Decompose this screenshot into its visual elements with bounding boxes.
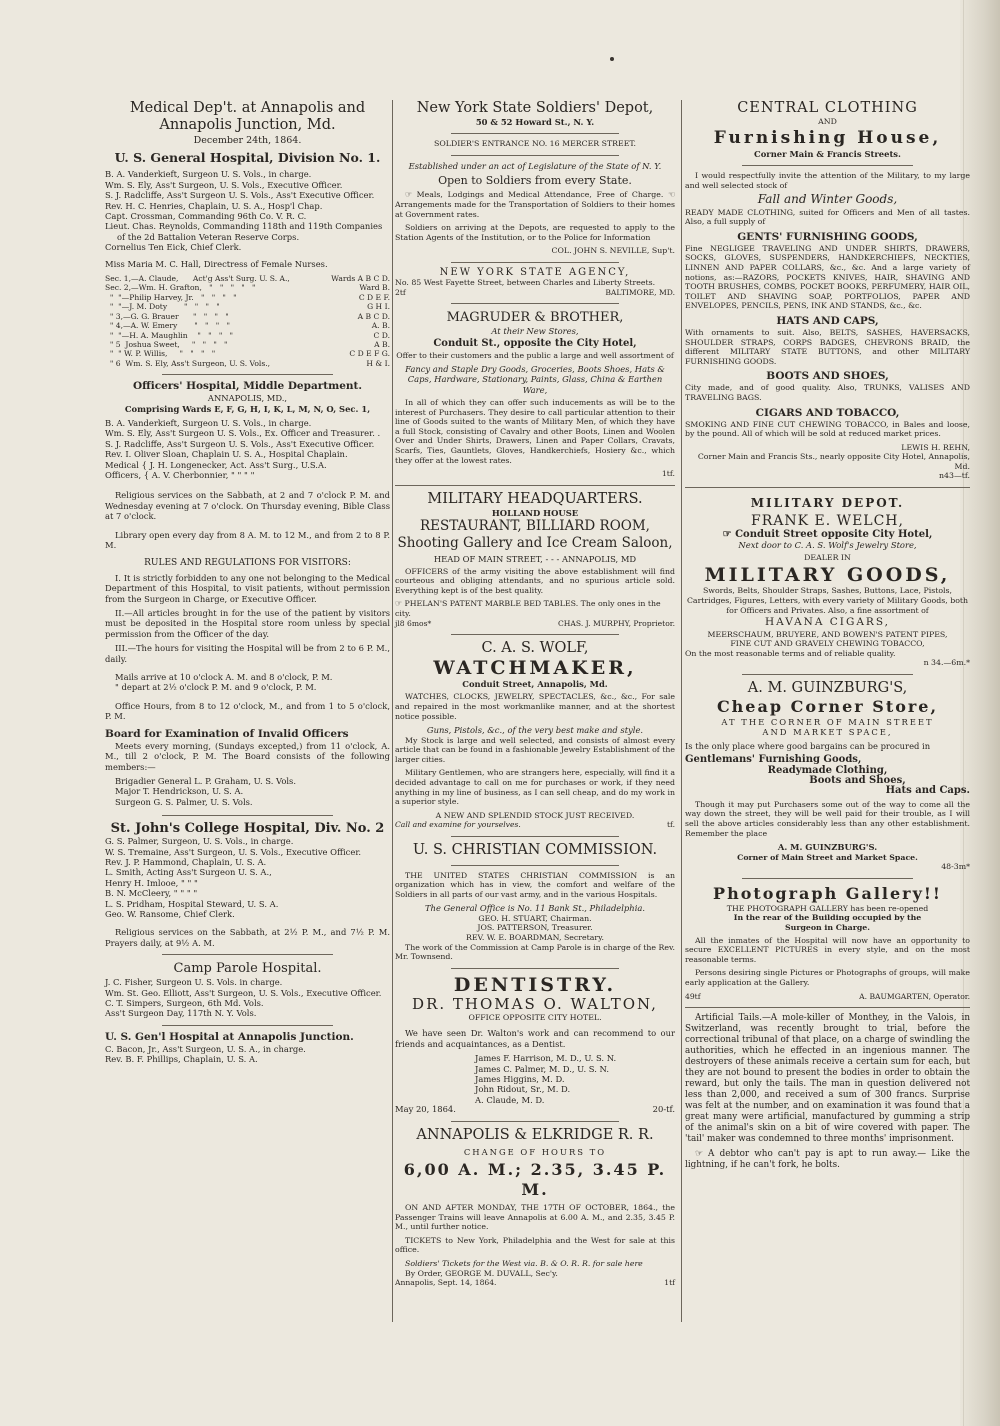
staff-line: Rev. H. C. Henries, Chaplain, U. S. A., Hosp'l Chap.	[105, 200, 323, 211]
divider	[742, 674, 913, 675]
section-name: " 3,—G. G. Brauer " " " "	[105, 311, 229, 321]
photo-operator: A. BAUMGARTEN, Operator.	[859, 991, 970, 1001]
section-row	[105, 331, 390, 340]
library-hours: Library open every day from 8 A. M. to 12 M., and from 2 to 8 P. M.	[105, 529, 390, 550]
guinz-signature: A. M. GUINZBURG'S.	[777, 842, 878, 853]
shooting-gallery-title: Shooting Gallery and Ice Cream Saloon,	[397, 535, 673, 552]
central-boots-text: City made, and of good quality. Also, TRUNKS, VALISES AND TRAVELING BAGS.	[685, 383, 970, 402]
staff-line: Geo. W. Ransome, Chief Clerk.	[105, 908, 235, 919]
wolf-text2: Military Gentlemen, who are strangers here, especially, will find it a decided advantage to call on me for purchases or work, if they need anything in my line of business, as I can sell cheap, and do my work in a superior style.	[395, 768, 675, 807]
rule-item: III.—The hours for visiting the Hospital will be from 2 to 6 P. M., daily.	[105, 643, 390, 664]
staff-line: Rev. I. Oliver Sloan, Chaplain U. S. A., Hospital Chaplain.	[105, 449, 348, 460]
walton-ref: James F. Harrison, M. D., U. S. N.	[475, 1053, 617, 1064]
divider	[451, 303, 619, 304]
rule-item: I. It is strictly forbidden to any one not belonging to the Medical Department of this Hospital, to visit patients, without permission from the Surgeon in Charge, or Executive Officer.	[105, 572, 390, 604]
usc-text: THE UNITED STATES CHRISTIAN COMMISSION is an organization which has in view, the comfort and welfare of the Soldiers in all parts of our vast army, and in the various Hospitals.	[395, 870, 675, 899]
central-cigars-text: SMOKING AND FINE CUT CHEWING TOBACCO, in Bales and loose, by the pound. All of which will be sold at reduced market prices.	[685, 419, 970, 439]
guinz-furnishing: Gentlemans' Furnishing Goods,	[685, 754, 862, 766]
meerschaum: MEERSCHAUM, BRUYERE, AND BOWEN'S PATENT PIPES,	[707, 629, 948, 639]
welch-code: n 34.—6m.*	[923, 658, 970, 668]
officers-wards: Comprising Wards E, F, G, H, I, K, L, M, N, O, Sec. 1,	[124, 403, 371, 414]
section-row	[105, 340, 390, 349]
office-hours: Office Hours, from 8 to 12 o'clock, M., and from 1 to 5 o'clock, P. M.	[105, 700, 390, 722]
mil-hq-code: jl8 6mos*	[395, 618, 432, 628]
rehn-code: n43—tf.	[939, 471, 970, 481]
usc-office: The General Office is No. 11 Bank St., Philadelphia.	[424, 903, 646, 914]
wolf-name: C. A. S. WOLF,	[481, 639, 589, 656]
staff-line: Lieut. Chas. Reynolds, Commanding 118th and 119th Companies of the 2d Battalion Veteran Reserve Corps.	[105, 221, 383, 242]
section-wards: A B.	[374, 339, 390, 349]
ny-text: ☞ Meals, Lodgings and Medical Attendance, Free of Charge. ☜ Arrangements made for the Transportation of Soldiers to their homes at Government rates.	[395, 190, 675, 219]
divider	[451, 634, 619, 635]
issue-date: December 24th, 1864.	[193, 135, 302, 146]
central-fall: Fall and Winter Goods,	[757, 192, 898, 207]
mil-hq-address: HEAD OF MAIN STREET, - - - ANNAPOLIS, MD	[433, 554, 637, 565]
central-intro: I would respectfully invite the attention of the Military, to my large and well selected stock of	[685, 171, 970, 190]
agency-title: NEW YORK STATE AGENCY,	[439, 266, 631, 278]
mil-hq-text: OFFICERS of the army visiting the above establishment will find courteous and obliging attendants, and no spurious article sold. Everything kept is of the best quality.	[395, 566, 675, 595]
central-boots: BOOTS AND SHOES,	[766, 370, 889, 383]
agency-footer	[395, 288, 675, 297]
divider	[162, 1025, 333, 1026]
depot-title: MILITARY DEPOT.	[750, 496, 905, 511]
magruder-title: MAGRUDER & BROTHER,	[446, 310, 624, 326]
magruder-text: In all of which they can offer such inducements as will be to the interest of Purchasers. They desire to call particular attention to their line of Goods suited to the wants of Military Men, of which they have a full Stock, consisting of Cavalry and other Boots, Linen and Woolen Over and Under Shirts, Drawers, Linen and Paper Collars, Cravats, Scarfs, Ties, Gauntlets, Gloves, Handkerchiefs, Hosiery &c., which they offer at the lowest rates.	[395, 398, 675, 465]
rr-date: Annapolis, Sept. 14, 1864.	[395, 1278, 497, 1288]
walton-ref: James C. Palmer, M. D., U. S. N.	[475, 1063, 610, 1074]
wolf-call: Call and examine for yourselves.	[395, 820, 521, 830]
photo-reopened: THE PHOTOGRAPH GALLERY has been re-opened	[726, 903, 929, 913]
staff-line: Rev. B. F. Phillips, Chaplain, U. S. A.	[105, 1054, 258, 1065]
board-member: Brigadier General L. P. Graham, U. S. Vols.	[115, 775, 297, 786]
central-clothing-title: CENTRAL CLOTHING	[737, 100, 918, 116]
guinz-only-place: Is the only place where good bargains can be procured in	[685, 740, 931, 751]
section-name: " 4,—A. W. Emery " " " "	[105, 321, 230, 331]
divider	[451, 865, 619, 866]
ny-established: Established under an act of Legislature of the State of N. Y.	[408, 161, 662, 171]
magruder-sub: At their New Stores,	[491, 326, 579, 337]
walton-ref: James Higgins, M. D.	[475, 1074, 565, 1085]
sections-table	[105, 274, 390, 368]
ny-open: Open to Soldiers from every State.	[438, 174, 632, 188]
cheap-corner-title: Cheap Corner Store,	[716, 697, 939, 717]
board-title: Board for Examination of Invalid Officers	[105, 727, 349, 740]
board-text: Meets every morning, (Sundays excepted,) from 11 o'clock, A. M., till 2 o'clock, P. M. The Board consists of the following members:—	[105, 740, 390, 772]
mails-arrive: Mails arrive at 10 o'clock A. M. and 8 o'clock, P. M.	[115, 672, 333, 683]
board-member: Major T. Hendrickson, U. S. A.	[115, 786, 244, 797]
religious-services: Religious services on the Sabbath, at 2 and 7 o'clock P. M. and Wednesday evening at 7 o'clock. On Thursday evening, Bible Class at 7 o'clock.	[105, 490, 390, 522]
staff-line: Ass't Surgeon Day, 117th N. Y. Vols.	[105, 1008, 257, 1019]
wolf-text: My Stock is large and well selected, and consists of almost every article that can be found in a fashionable Jewelry Establishment of the larger cities.	[395, 735, 675, 764]
divider	[451, 1121, 619, 1122]
rr-footer	[395, 1278, 675, 1287]
section-wards: C D E F G.	[349, 349, 390, 359]
walton-ref: John Ridout, Sr., M. D.	[475, 1084, 571, 1095]
stjohn-staff-list	[105, 836, 390, 919]
staff-line: J. C. Fisher, Surgeon U. S. Vols. in charge.	[105, 977, 283, 988]
wolf-footer	[395, 820, 675, 829]
staff-line: Cornelius Ten Eick, Chief Clerk.	[105, 242, 242, 253]
section-wards: Wards A B C D.	[331, 274, 390, 284]
restaurant-title: RESTAURANT, BILLIARD ROOM,	[420, 518, 650, 535]
section-row	[105, 312, 390, 321]
military-goods-title: MILITARY GOODS,	[704, 564, 951, 587]
holland-house: HOLLAND HOUSE	[491, 507, 579, 518]
div1-staff-list	[105, 169, 390, 252]
column-divider-1	[392, 100, 393, 1322]
welch-location: ☞ Conduit Street opposite City Hotel,	[722, 529, 933, 541]
usc-camp: The work of the Commission at Camp Parole is in charge of the Rev. Mr. Townsend.	[395, 942, 675, 962]
column-2	[395, 100, 675, 1288]
ny-depot-address: 50 & 52 Howard St., N. Y.	[475, 117, 595, 127]
agency-code: 2tf	[395, 287, 406, 297]
staff-line: Wm. S. Ely, Ass't Surgeon, U. S. Vols., Executive Officer.	[105, 179, 343, 190]
section-wards: G H I.	[367, 302, 390, 312]
section-row	[105, 274, 390, 283]
section-row	[105, 321, 390, 330]
section-wards: H & I.	[366, 358, 390, 368]
fine-cut: FINE CUT AND GRAVELY CHEWING TOBACCO,	[730, 639, 925, 649]
rehn-address: Corner Main and Francis Sts., nearly opposite City Hotel, Annapolis, Md.	[697, 452, 970, 471]
photo-surgeon: Surgeon in Charge.	[785, 923, 870, 933]
wolf-location: Conduit Street, Annapolis, Md.	[462, 678, 608, 689]
welch-next: Next door to C. A. S. Wolf's Jewelry Store,	[738, 540, 917, 551]
div1-title: U. S. General Hospital, Division No. 1.	[114, 150, 381, 166]
section-name: Sec. 2,—Wm. H. Grafton, " " " " "	[105, 283, 256, 293]
section-name: " "—Philip Harvey, Jr. " " " "	[105, 292, 237, 302]
guinz-text: Though it may put Purchasers some out of the way to come all the way down the street, they will be well paid for their trouble, as I will sell the above articles considerably less than any other establishment. Remember the place	[685, 799, 970, 838]
section-name: " " W. P. Willis, " " " "	[105, 349, 216, 359]
ny-depot-title: New York State Soldiers' Depot,	[416, 100, 654, 116]
walton-office: OFFICE OPPOSITE CITY HOTEL.	[468, 1012, 602, 1022]
staff-line: B. A. Vanderkieft, Surgeon U. S. Vols., in charge.	[105, 417, 312, 428]
section-row	[105, 302, 390, 311]
guinzburg-name: A. M. GUINZBURG'S,	[747, 680, 908, 697]
central-ready: READY MADE CLOTHING, suited for Officers and Men of all tastes. Also, a full supply of	[685, 207, 970, 227]
wolf-new-stock: A NEW AND SPLENDID STOCK JUST RECEIVED.	[435, 810, 635, 820]
welch-name: FRANK E. WELCH,	[751, 513, 904, 530]
staff-line: S. J. Radcliffe, Ass't Surgeon U. S. Vols., Ass't Executive Officer.	[105, 190, 375, 201]
divider	[162, 374, 333, 375]
staff-line: Wm. S. Ely, Ass't Surgeon U. S. Vols., Ex. Officer and Treasurer. .	[105, 428, 381, 439]
mil-hq-proprietor: CHAS. J. MURPHY, Proprietor.	[557, 618, 675, 628]
staff-line: B. N. McCleery, " " " "	[105, 888, 198, 899]
divider	[685, 1007, 970, 1008]
divider	[451, 155, 619, 156]
staff-line: Medical { J. H. Longenecker, Act. Ass't Surg., U.S.A.	[105, 459, 327, 470]
walton-footer	[395, 1105, 675, 1114]
rr-change: CHANGE OF HOURS TO	[463, 1146, 607, 1157]
column-3	[685, 100, 970, 1175]
divider	[451, 262, 619, 263]
guinz-readymade: Readymade Clothing,	[767, 764, 888, 776]
staff-line: Wm. St. Geo. Elliott, Ass't Surgeon, U. S. Vols., Executive Officer.	[105, 987, 382, 998]
mails-depart: " depart at 2½ o'clock P. M. and 9 o'clock, P. M.	[115, 682, 317, 693]
medical-title: Medical Dep't. at Annapolis and Annapolis Junction, Md.	[129, 100, 366, 133]
agency-address: No. 85 West Fayette Street, between Charles and Liberty Streets.	[395, 278, 656, 288]
divider	[742, 878, 913, 879]
central-and: AND	[818, 117, 837, 126]
central-corner: Corner Main & Francis Streets.	[754, 148, 901, 159]
photo-rear: In the rear of the Building occupied by the	[733, 913, 922, 923]
staff-line: C. T. Simpers, Surgeon, 6th Md. Vols.	[105, 998, 264, 1008]
stjohn-services: Religious services on the Sabbath, at 2½ P. M., and 7½ P. M. Prayers daily, at 9½ A. M.	[105, 927, 390, 948]
rule-item: II.—All articles brought in for the use of the patient by visitors must be deposited in the Hospital store room unless by special permission from the Officer of the day.	[105, 608, 390, 639]
artificial-tails-article: Artificial Tails.—A mole-killer of Monthey, in the Valois, in Switzerland, was recently brought to trial, before the correctional tribunal of that place, on a charge of swindling the authorities, which he effected in an ingenious manner. The destroyers of these animals receive a certain sum for each, but they are not bound to present the bodies in order to obtain the reward, but only the tails. The man in question delivered not less than 2,000, and received a sum of 300 francs. Surprise was felt at the number, and on examination it was found that a great many were artificial, manufactured by gumming a strip of the animal's skin on a bit of wire covered with paper. The 'tail' maker was condemned to three months' imprisonment.	[685, 1013, 970, 1144]
ny-superintendent: COL. JOHN S. NEVILLE, Sup't.	[551, 246, 675, 256]
ink-dot	[610, 57, 614, 61]
rehn-name: LEWIS H. REHN,	[901, 442, 970, 452]
central-hats-text: With ornaments to suit. Also, BELTS, SASHES, HAVERSACKS, SHOULDER STRAPS, CORPS BADGES, CHEVRONS BRAID, the different MILITARY STATE BUTTONS, and other MILITARY FURNISHING GOODS.	[685, 327, 970, 366]
column-divider-2	[681, 100, 682, 1322]
rr-title: ANNAPOLIS & ELKRIDGE R. R.	[416, 1126, 654, 1143]
staff-line: Capt. Crossman, Commanding 96th Co. V. R. C.	[105, 211, 307, 222]
staff-line: G. S. Palmer, Surgeon, U. S. Vols., in charge.	[105, 836, 294, 847]
staff-line: Officers, { A. V. Cherbonnier, " " " "	[105, 469, 255, 480]
rr-hours: 6,00 A. M.; 2.35, 3.45 P. M.	[403, 1160, 667, 1200]
havana-cigars: HAVANA CIGARS,	[765, 616, 890, 629]
photo-footer	[685, 992, 970, 1001]
staff-line: L. Smith, Acting Ass't Surgeon U. S. A.,	[105, 867, 272, 878]
central-cigars: CIGARS AND TOBACCO,	[755, 406, 900, 419]
rr-code: 1tf	[664, 1278, 675, 1288]
section-name: Sec. 1,—A. Claude, Act'g Ass't Surg. U. S. A.,	[105, 274, 290, 284]
photo-text2: Persons desiring single Pictures or Photographs of groups, will make early application at the Gallery.	[685, 968, 970, 987]
dentistry-title: DENTISTRY.	[453, 973, 617, 996]
rr-tickets: TICKETS to New York, Philadelphia and the West for sale at this office.	[395, 1235, 675, 1255]
photograph-gallery-title: Photograph Gallery!!	[713, 883, 942, 903]
ny-text: Soldiers on arriving at the Depots, are requested to apply to the Station Agents of the Institution, or to the Police for Information	[395, 223, 675, 242]
central-hats: HATS AND CAPS,	[776, 314, 879, 327]
wolf-code: tf.	[666, 820, 675, 830]
guinz-boots: Boots and Shoes,	[809, 775, 906, 787]
guinz-hats: Hats and Caps.	[885, 785, 970, 797]
section-row	[105, 283, 390, 292]
officers-place: ANNAPOLIS, MD.,	[207, 393, 288, 404]
section-name: " "—H. A. Maughlin " " " "	[105, 330, 234, 340]
magruder-goods: Fancy and Staple Dry Goods, Groceries, Boots Shoes, Hats & Caps, Hardware, Stationary, Paints, Glass, China & Earthen Ware,	[405, 363, 665, 395]
camp-title: Camp Parole Hospital.	[173, 961, 322, 977]
section-row	[105, 349, 390, 358]
divider	[162, 815, 333, 816]
usc-officer: JOS. PATTERSON, Treasurer.	[477, 923, 593, 933]
section-wards: C D.	[373, 330, 390, 340]
welch-terms: On the most reasonable terms and of reliable quality.	[685, 648, 896, 658]
staff-line: Henry H. Imlooe, " " "	[105, 877, 198, 888]
staff-line: Rev. J. P. Hammond, Chaplain, U. S. A.	[105, 856, 267, 867]
mil-hq-title: MILITARY HEADQUARTERS.	[427, 490, 643, 507]
magruder-offer: Offer to their customers and the public a large and well assortment of	[396, 351, 674, 361]
guinz-corner: Corner of Main Street and Market Space.	[737, 852, 918, 862]
officers-title: Officers' Hospital, Middle Department.	[132, 380, 363, 393]
divider	[451, 133, 619, 134]
photo-code: 49tf	[685, 991, 701, 1001]
junction-title: U. S. Gen'l Hospital at Annapolis Junction.	[105, 1030, 354, 1043]
rr-by: By Order, GEORGE M. DUVALL, Sec'y.	[405, 1268, 558, 1278]
divider	[685, 487, 970, 488]
rules-title: RULES AND REGULATIONS FOR VISITORS:	[144, 558, 351, 569]
nurses-line: Miss Maria M. C. Hall, Directress of Female Nurses.	[105, 258, 328, 269]
mil-hq-footer	[395, 619, 675, 628]
photo-text: All the inmates of the Hospital will now have an opportunity to secure EXCELLENT PICTURES in every style, and on the most reasonable terms.	[685, 935, 970, 964]
divider	[742, 165, 913, 166]
staff-line: L. S. Pridham, Hospital Steward, U. S. A.	[105, 898, 279, 909]
section-row	[105, 293, 390, 302]
central-gents: GENTS' FURNISHING GOODS,	[737, 230, 918, 243]
rr-text: ON AND AFTER MONDAY, THE 17TH OF OCTOBER, 1864., the Passenger Trains will leave Annapolis at 6.00 A. M., and 2.35, 3.45 P. M., until further notice.	[395, 1203, 675, 1232]
officers-staff-list	[105, 418, 390, 480]
section-row	[105, 359, 390, 368]
walton-name: DR. THOMAS O. WALTON,	[412, 994, 658, 1013]
usc-officer: GEO. H. STUART, Chairman.	[478, 913, 592, 923]
divider	[162, 954, 333, 955]
stjohn-title: St. John's College Hospital, Div. No. 2	[110, 821, 385, 837]
military-goods-text: Swords, Belts, Shoulder Straps, Sashes, Buttons, Lace, Pistols, Cartridges, Figures, Letters, with every variety of Military Goods, both for Officers and Privates. Also, a fine assortment of	[686, 586, 969, 615]
walton-refs	[395, 1053, 675, 1105]
wolf-guns: Guns, Pistols, &c., of the very best make and style.	[426, 725, 644, 736]
section-wards: C D E F.	[358, 292, 390, 302]
guinz-market: AND MARKET SPACE,	[762, 727, 893, 738]
divider	[395, 485, 675, 486]
wolf-items: WATCHES, CLOCKS, JEWELRY, SPECTACLES, &c., &c., For sale and repaired in the most workmanlike manner, and at the shortest notice possible.	[395, 692, 675, 721]
section-name: " 5 Joshua Sweet, " " " "	[105, 339, 228, 349]
debtor-quip: ☞ A debtor who can't pay is apt to run away.— Like the lightning, if he can't fork, he bolts.	[685, 1149, 970, 1170]
central-gents-text: Fine NEGLIGEE TRAVELING AND UNDER SHIRTS, DRAWERS, SOCKS, GLOVES, SUSPENDERS, HANDKERCHIEFS, NECKTIES, LINNEN AND PAPER COLLARS, &c., &c. And a large variety of notions, as:—RAZORS, POCKETS KNIVES, HAIR, SHAVING AND TOOTH BRUSHES, COMBS, POCKET BOOKS, PERFUMERY, HAIR OIL, TOILET AND SHAVING SOAP, PORTFOLIOS, PAPER AND ENVELOPES, PENCILS, PENS, INK AND STANDS, &c., &c.	[685, 243, 970, 311]
column-1	[105, 100, 390, 1065]
divider	[451, 836, 619, 837]
ny-entrance: SOLDIER'S ENTRANCE NO. 16 MERCER STREET.	[434, 139, 636, 149]
usc-title: U. S. CHRISTIAN COMMISSION.	[412, 841, 658, 858]
welch-dealer: DEALER IN	[804, 552, 851, 562]
walton-date: May 20, 1864.	[395, 1104, 456, 1115]
usc-officer: REV. W. E. BOARDMAN, Secretary.	[466, 933, 604, 943]
staff-line: W. S. Tremaine, Ass't Surgeon, U. S. Vols., Executive Officer.	[105, 846, 362, 857]
walton-text: We have seen Dr. Walton's work and can recommend to our friends and acquaintances, as a Dentist.	[395, 1028, 675, 1049]
furnishing-house-title: Furnishing House,	[713, 127, 942, 148]
rr-soldiers: Soldiers' Tickets for the West via. B. & O. R. R. for sale here	[405, 1259, 643, 1269]
guinz-code: 48-3m*	[941, 862, 970, 872]
guinz-at-corner: AT THE CORNER OF MAIN STREET	[721, 717, 934, 728]
agency-city: BALTIMORE, MD.	[605, 287, 675, 297]
staff-line: C. Bacon, Jr., Ass't Surgeon, U. S. A., in charge.	[105, 1043, 306, 1054]
walton-code: 20-tf.	[652, 1104, 675, 1115]
section-name: " "—J. M. Doty " " " "	[105, 302, 220, 312]
watchmaker-title: WATCHMAKER,	[433, 656, 637, 679]
magruder-code: 1tf.	[661, 469, 675, 479]
staff-line: B. A. Vanderkieft, Surgeon U. S. Vols., in charge.	[105, 169, 312, 180]
section-name: " 6 Wm. S. Ely, Ass't Surgeon, U. S. Vols.,	[105, 358, 271, 368]
walton-ref: A. Claude, M. D.	[475, 1094, 545, 1105]
board-member: Surgeon G. S. Palmer, U. S. Vols.	[115, 796, 253, 807]
phelan-tables: ☞ PHELAN'S PATENT MARBLE BED TABLES. The only ones in the city.	[395, 599, 661, 618]
section-wards: A B C D.	[357, 311, 390, 321]
divider	[451, 968, 619, 969]
staff-line: S. J. Radcliffe, Ass't Surgeon U. S. Vols., Ass't Executive Officer.	[105, 438, 375, 449]
section-wards: Ward B.	[359, 283, 390, 293]
section-wards: A. B.	[371, 321, 390, 331]
magruder-location: Conduit St., opposite the City Hotel,	[433, 337, 637, 349]
